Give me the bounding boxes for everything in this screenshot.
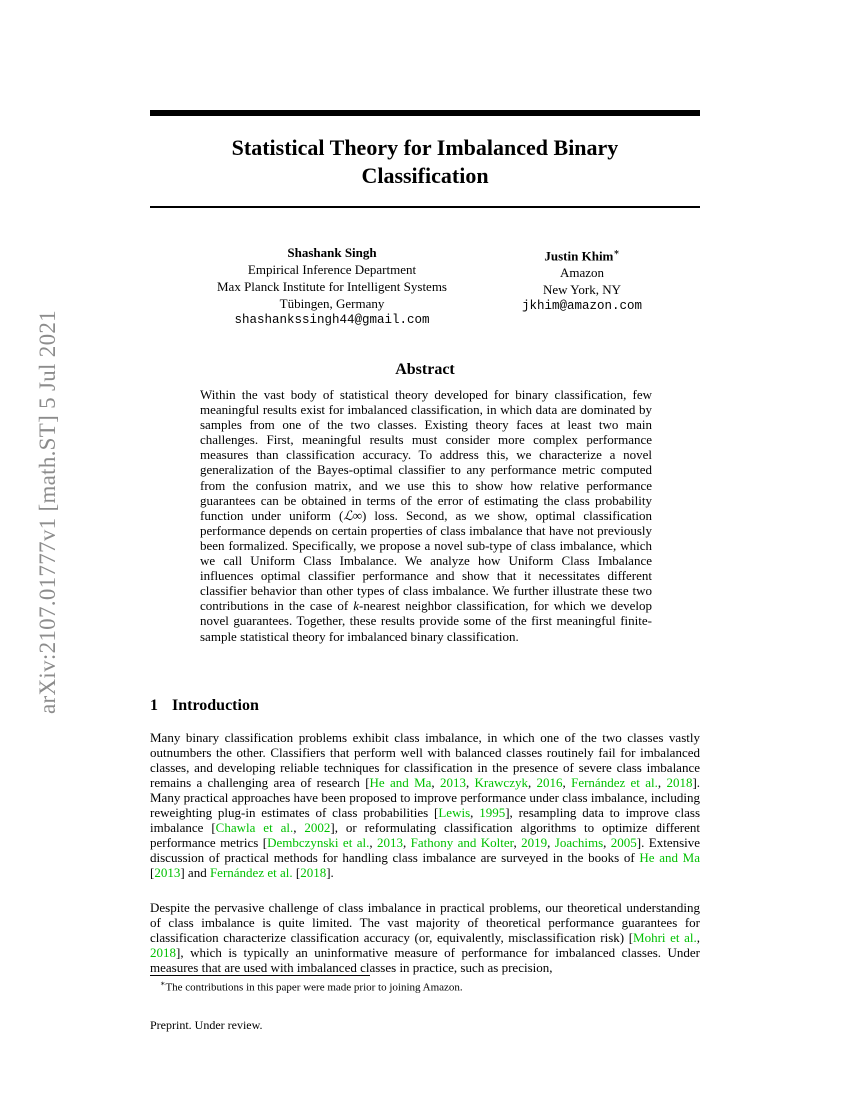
text: , (562, 775, 572, 791)
text: ], resampling data to improve class imbalance [ (150, 805, 701, 836)
citation-link[interactable]: Fathony and Kolter (410, 835, 514, 851)
text: , (513, 835, 522, 851)
citation-link[interactable]: 2002 (304, 820, 331, 836)
text: ]. Many practical approaches have been proposed to improve performance under class imbalance, including reweighting plug-in estimates of class probabilities [ (150, 775, 701, 821)
citation-link[interactable]: 2013 (376, 835, 403, 851)
footnote-marker[interactable]: ∗ (613, 247, 620, 257)
text: , (696, 930, 701, 946)
author-block-1 (207, 244, 457, 329)
paper-title (150, 134, 700, 190)
author-email[interactable]: jkhim@amazon.com (521, 299, 643, 314)
citation-link[interactable]: Krawczyk (474, 775, 528, 791)
text: , (293, 820, 305, 836)
footnote-text: The contributions in this paper were made prior to joining Amazon. (165, 981, 463, 994)
intro-paragraph-1 (150, 730, 700, 880)
title-rule-top (150, 110, 700, 116)
text: ]. (326, 865, 334, 881)
citation-link[interactable]: Chawla et al. (215, 820, 294, 836)
author-affiliation: Amazon (559, 265, 605, 281)
citation-link[interactable]: 2019 (521, 835, 548, 851)
text: [ (150, 865, 155, 881)
text: , (431, 775, 440, 791)
author-location: Tübingen, Germany (279, 296, 385, 311)
text: , (369, 835, 377, 851)
citation-link[interactable]: He and Ma (639, 850, 700, 866)
author-name-line (500, 244, 664, 264)
citation-link[interactable]: 2018 (666, 775, 693, 791)
title-rule-bottom (150, 206, 700, 208)
citation-link[interactable]: 1995 (479, 805, 506, 821)
section-heading (150, 697, 259, 715)
citation-link[interactable]: 2013 (154, 865, 181, 881)
abstract-text-part: -nearest neighbor classification, for which we develop novel guarantees. Together, these results provide some of the first meaningful finite-sample statistical theory for imbalanced binary classification. (200, 598, 652, 644)
text: , (402, 835, 411, 851)
author-block-2 (500, 244, 664, 315)
title-line-1: Statistical Theory for Imbalanced Binary (231, 135, 619, 160)
title-line-2: Classification (361, 163, 489, 188)
citation-link[interactable]: 2013 (439, 775, 466, 791)
citation-link[interactable]: Fernández et al. (209, 865, 293, 881)
text: Despite the pervasive challenge of class imbalance in practical problems, our theoretical understanding of class imbalance is quite limited. The vast majority of theoretical performance guarantees for classification characterize classification accuracy (or, equivalently, misclassification risk) [ (150, 900, 700, 946)
footnote-mark: ∗ (160, 979, 166, 988)
text: , (657, 775, 667, 791)
text: Many binary classification problems exhibit class imbalance, in which one of the two classes vastly outnumbers the other. Classifiers that perform well with balanced classes routinely fail for imbalanced classes, and developing reliable techniques for classification in the presence of severe class imbalance remains a challenging area of research [ (150, 730, 700, 791)
text: , (470, 805, 480, 821)
citation-link[interactable]: Mohri et al. (633, 930, 697, 946)
citation-link[interactable]: 2018 (300, 865, 327, 881)
math-loss-symbol: ℒ∞ (343, 507, 362, 523)
abstract-heading: Abstract (395, 361, 455, 378)
text: , (547, 835, 555, 851)
math-k-symbol: k (353, 598, 360, 614)
text: ], or reformulating classification algorithms to optimize different performance metrics [ (150, 820, 700, 851)
abstract-text-part: Within the vast body of statistical theory developed for binary classification, few meaningful results exist for imbalanced classification, in which data are dominated by samples from one of the two classes. Existing theory faces at least two main challenges. First, meaningful results must consider more complex performance measures than classification accuracy. To address this, we characterize a novel generalization of the Bayes-optimal classifier to any performance metric computed from the confusion matrix, and we use this to show how relative performance guarantees can be obtained in terms of the error of estimating the class probability function under uniform ( (200, 387, 652, 523)
text: ]. Extensive discussion of practical methods for handling class imbalance are surveyed in the books of (150, 835, 701, 866)
author-affiliation: Max Planck Institute for Intelligent Systems (217, 279, 447, 294)
text: , (527, 775, 537, 791)
citation-link[interactable]: Dembczynski et al. (267, 835, 370, 851)
text: , (465, 775, 475, 791)
arxiv-identifier: arXiv:2107.01777v1 [math.ST] 5 Jul 2021 (35, 310, 60, 714)
text: ] and (180, 865, 210, 881)
footnote-rule (150, 975, 370, 976)
author-name: Justin Khim (544, 248, 614, 264)
author-location: New York, NY (542, 282, 621, 298)
citation-link[interactable]: He and Ma (369, 775, 432, 791)
author-affiliation: Empirical Inference Department (247, 262, 417, 277)
text: [ (292, 865, 301, 881)
preprint-notice: Preprint. Under review. (150, 1018, 263, 1032)
citation-link[interactable]: Lewis (438, 805, 471, 821)
citation-link[interactable]: 2016 (536, 775, 563, 791)
abstract-text (200, 387, 652, 644)
citation-link[interactable]: Joachims (554, 835, 604, 851)
author-email[interactable]: shashankssingh44@gmail.com (234, 313, 430, 327)
author-name: Shashank Singh (287, 245, 377, 260)
section-title: Introduction (172, 697, 259, 714)
citation-link[interactable]: Fernández et al. (571, 775, 658, 791)
intro-paragraph-2 (150, 900, 700, 975)
abstract-text-part: ) loss. Second, as we show, optimal classification performance depends on certain properties of class imbalance that have not previously been formalized. Specifically, we propose a novel sub-type of class imbalance, which we call Uniform Class Imbalance. We analyze how Uniform Class Imbalance influences optimal classifier performance and show that it necessitates different classifier behavior than other types of class imbalance. We further illustrate these two contributions in the case of (200, 507, 652, 614)
citation-link[interactable]: 2005 (610, 835, 637, 851)
text: ], which is typically an uninformative measure of performance for imbalanced classes. Under measures that are used with imbalanced classes in practice, such as precision, (150, 945, 700, 976)
text: , (603, 835, 611, 851)
citation-link[interactable]: 2018 (150, 945, 176, 961)
footnote (160, 977, 463, 995)
section-number: 1 (150, 697, 158, 714)
